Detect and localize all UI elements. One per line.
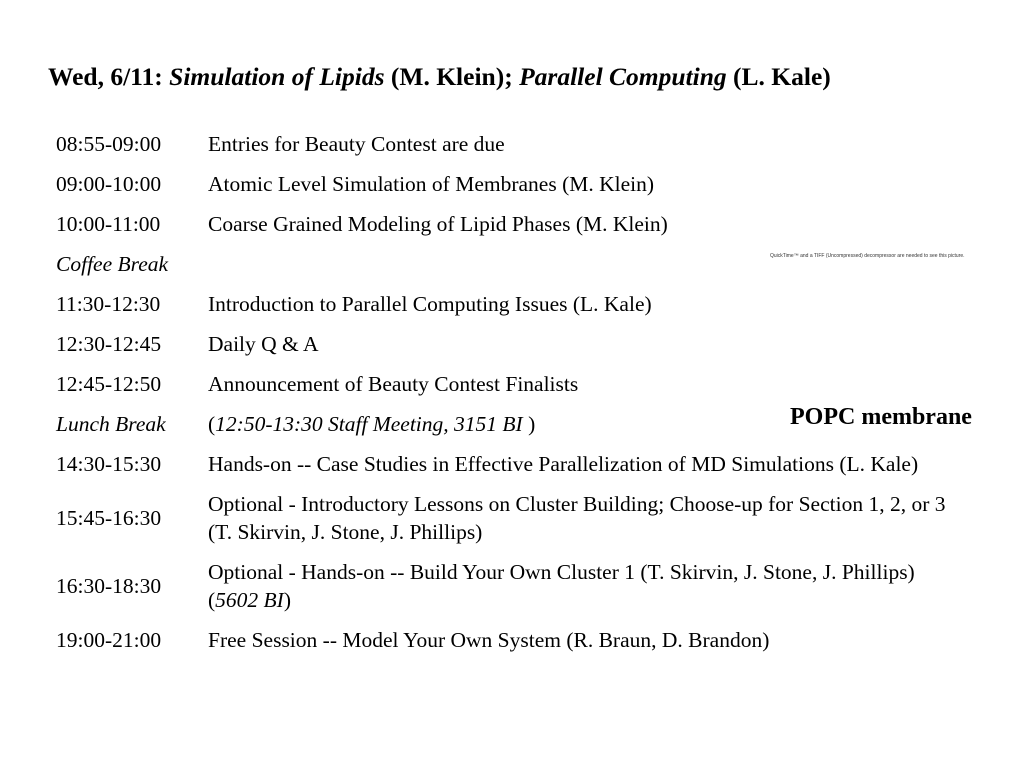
slide-title — [48, 62, 831, 93]
schedule-time: 16:30-18:30 — [56, 574, 162, 598]
schedule-description: Coarse Grained Modeling of Lipid Phases (M. Klein) — [208, 212, 668, 236]
schedule-description: Introduction to Parallel Computing Issues (L. Kale) — [208, 292, 652, 316]
schedule-row — [56, 130, 978, 158]
title-speaker-kale: (L. Kale) — [726, 62, 831, 91]
schedule-time: 19:00-21:00 — [56, 628, 162, 652]
lunch-break-label: Lunch Break — [56, 412, 166, 436]
title-speaker-klein: (M. Klein); — [384, 62, 520, 91]
schedule-table — [56, 130, 978, 666]
cluster-session-text: Optional - Hands-on -- Build Your Own Cluster 1 (T. Skirvin, J. Stone, J. Phillips) ( — [208, 560, 915, 612]
schedule-description: Daily Q & A — [208, 332, 319, 356]
schedule-row — [56, 170, 978, 198]
schedule-description: Optional - Introductory Lessons on Cluster Building; Choose-up for Section 1, 2, or 3 (T. Skirvin, J. Stone, J. Phillips) — [208, 492, 946, 544]
schedule-description: Free Session -- Model Your Own System (R. Braun, D. Brandon) — [208, 628, 770, 652]
schedule-row — [56, 558, 978, 614]
schedule-row — [56, 490, 978, 546]
staff-meeting-note: 12:50-13:30 Staff Meeting, 3151 BI — [215, 412, 523, 436]
coffee-break-label: Coffee Break — [56, 252, 169, 276]
schedule-time: 12:45-12:50 — [56, 372, 162, 396]
schedule-row — [56, 330, 978, 358]
schedule-row — [56, 370, 978, 398]
room-label: 5602 BI — [215, 588, 284, 612]
figure-caption: POPC membrane — [790, 404, 972, 430]
schedule-description: Atomic Level Simulation of Membranes (M. Klein) — [208, 172, 655, 196]
schedule-description: Hands-on -- Case Studies in Effective Parallelization of MD Simulations (L. Kale) — [208, 452, 919, 476]
schedule-description — [208, 558, 968, 614]
missing-image-placeholder: QuickTime™ and a TIFF (Uncompressed) decompressor are needed to see this picture. — [770, 253, 965, 259]
schedule-time: 08:55-09:00 — [56, 132, 162, 156]
paren-open: ( — [208, 412, 216, 436]
paren-close: ) — [283, 588, 292, 612]
schedule-time: 09:00-10:00 — [56, 172, 162, 196]
schedule-row — [56, 450, 978, 478]
schedule-row — [56, 626, 978, 654]
title-prefix: Wed, 6/11: — [48, 62, 170, 91]
schedule-time: 14:30-15:30 — [56, 452, 162, 476]
schedule-description: Entries for Beauty Contest are due — [208, 132, 505, 156]
schedule-time: 10:00-11:00 — [56, 212, 161, 236]
schedule-row — [56, 290, 978, 318]
schedule-time: 12:30-12:45 — [56, 332, 162, 356]
schedule-description: Announcement of Beauty Contest Finalists — [208, 372, 579, 396]
schedule-row — [56, 210, 978, 238]
title-topic-parallel: Parallel Computing — [519, 62, 727, 91]
schedule-time: 11:30-12:30 — [56, 292, 161, 316]
paren-close: ) — [522, 412, 536, 436]
title-topic-lipids: Simulation of Lipids — [169, 62, 385, 91]
schedule-time: 15:45-16:30 — [56, 506, 162, 530]
